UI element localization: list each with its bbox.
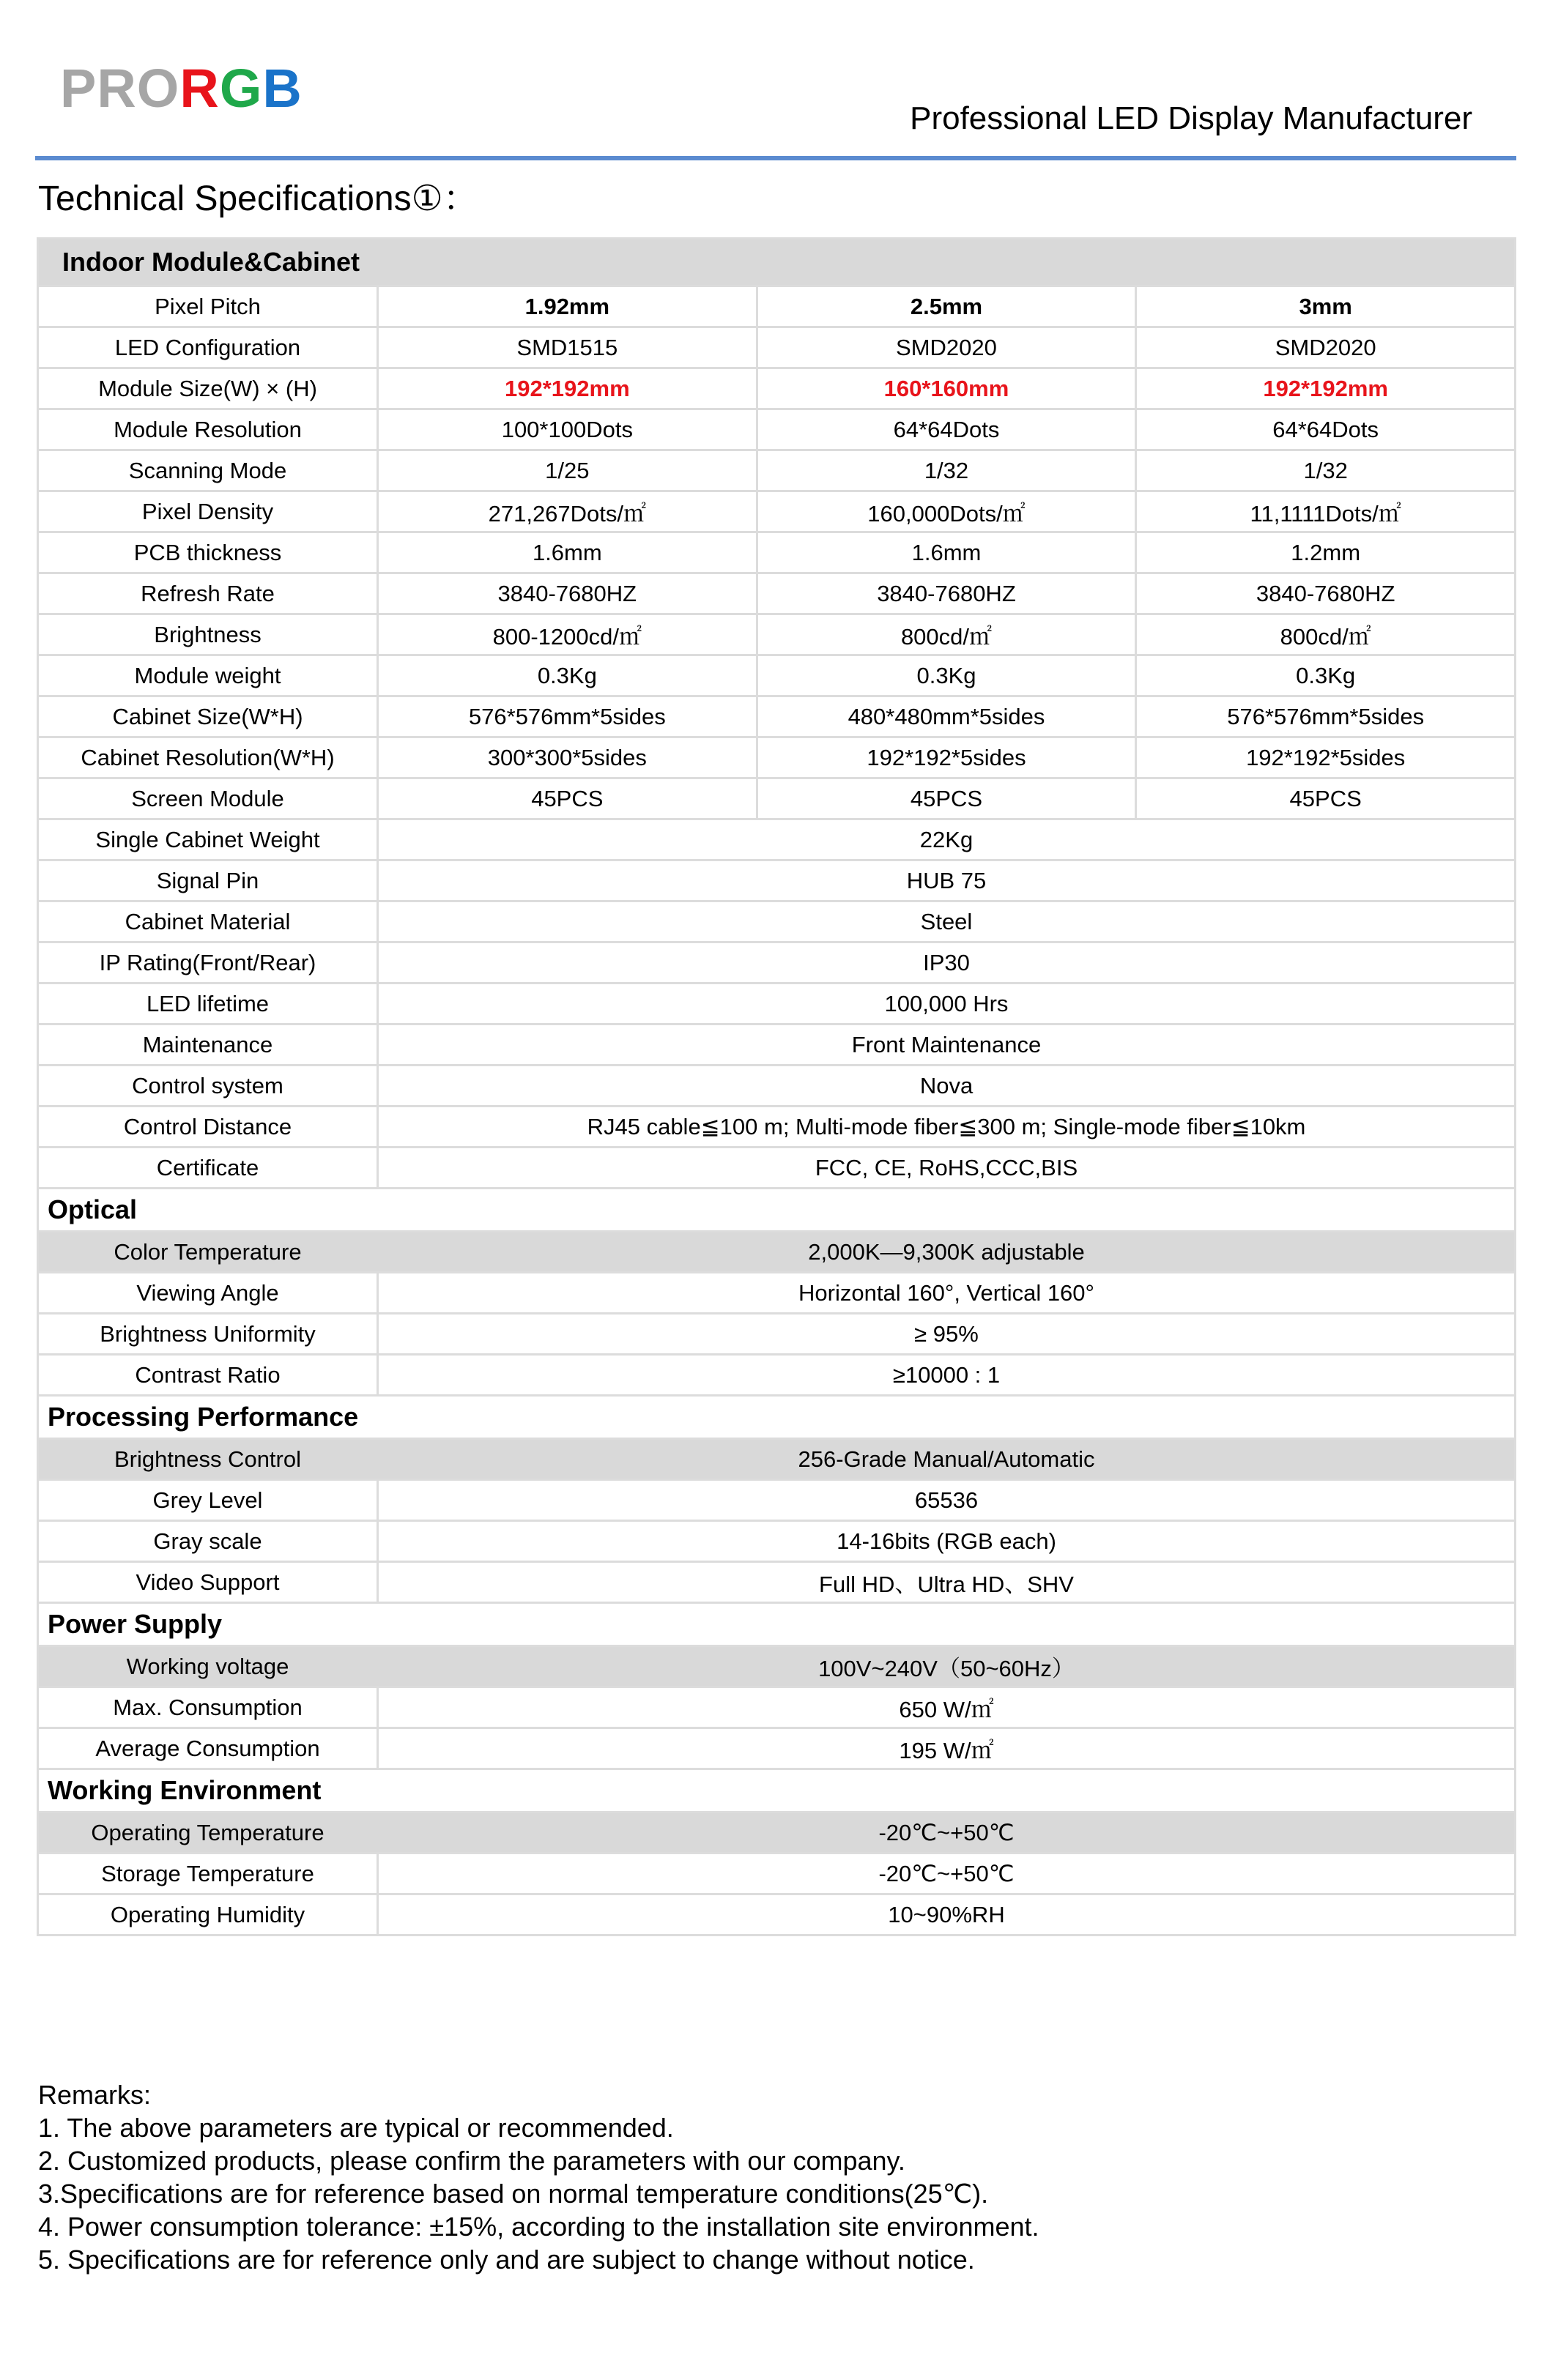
spec-label: IP Rating(Front/Rear)	[38, 942, 378, 983]
spec-row	[38, 1521, 1516, 1562]
spec-value: 192*192*5sides	[1136, 737, 1516, 778]
spec-row	[38, 778, 1516, 819]
spec-value: 14-16bits (RGB each)	[378, 1521, 1516, 1562]
section-title: Power Supply	[38, 1603, 1516, 1646]
spec-value: 576*576mm*5sides	[378, 696, 757, 737]
spec-value: Nova	[378, 1066, 1516, 1107]
spec-value: 100*100Dots	[378, 409, 757, 450]
remark-item: 5. Specifications are for reference only and are subject to change without notice.	[38, 2245, 975, 2275]
spec-row	[38, 1853, 1516, 1894]
spec-row	[38, 614, 1516, 655]
spec-row	[38, 286, 1516, 327]
section-header-power	[38, 1603, 1516, 1646]
spec-label: PCB thickness	[38, 532, 378, 573]
spec-value: 192*192mm	[378, 368, 757, 409]
spec-row	[38, 696, 1516, 737]
prorgb-logo	[60, 58, 303, 119]
spec-label: Brightness Uniformity	[38, 1314, 378, 1355]
spec-value: 192*192*5sides	[757, 737, 1136, 778]
spec-value: 1.6mm	[757, 532, 1136, 573]
spec-row	[38, 1439, 1516, 1480]
spec-value: IP30	[378, 942, 1516, 983]
spec-label: Scanning Mode	[38, 450, 378, 491]
section-title: Working Environment	[38, 1769, 1516, 1812]
header-divider	[35, 156, 1516, 160]
spec-row	[38, 450, 1516, 491]
page-title: Technical Specifications①：	[38, 179, 478, 218]
spec-label: Max. Consumption	[38, 1687, 378, 1728]
spec-value: 65536	[378, 1480, 1516, 1521]
spec-row	[38, 1812, 1516, 1853]
spec-value: 45PCS	[757, 778, 1136, 819]
spec-value: 3mm	[1136, 286, 1516, 327]
spec-row	[38, 1480, 1516, 1521]
spec-row	[38, 860, 1516, 901]
spec-value: 800-1200cd/㎡	[378, 614, 757, 655]
spec-label: Brightness	[38, 614, 378, 655]
spec-value: SMD1515	[378, 327, 757, 368]
spec-label: Cabinet Size(W*H)	[38, 696, 378, 737]
spec-label: LED Configuration	[38, 327, 378, 368]
remarks-heading: Remarks:	[38, 2080, 152, 2110]
section-header-processing	[38, 1396, 1516, 1439]
remark-item: 4. Power consumption tolerance: ±15%, according to the installation site environment.	[38, 2212, 1039, 2242]
spec-label: Signal Pin	[38, 860, 378, 901]
section-header-optical	[38, 1189, 1516, 1232]
spec-label: Grey Level	[38, 1480, 378, 1521]
remark-item: 3.Specifications are for reference based on normal temperature conditions(25℃).	[38, 2179, 989, 2209]
spec-value: 22Kg	[378, 819, 1516, 860]
remark-item: 2. Customized products, please confirm the parameters with our company.	[38, 2146, 905, 2176]
spec-value: 64*64Dots	[1136, 409, 1516, 450]
spec-value: 800cd/㎡	[757, 614, 1136, 655]
spec-label: Contrast Ratio	[38, 1355, 378, 1396]
spec-value: 1.6mm	[378, 532, 757, 573]
spec-value: 0.3Kg	[1136, 655, 1516, 696]
spec-value: HUB 75	[378, 860, 1516, 901]
spec-label: Cabinet Resolution(W*H)	[38, 737, 378, 778]
header-tagline: Professional LED Display Manufacturer	[910, 100, 1472, 136]
spec-label: Module weight	[38, 655, 378, 696]
spec-row	[38, 1024, 1516, 1066]
spec-value: 1/32	[757, 450, 1136, 491]
spec-label: Pixel Pitch	[38, 286, 378, 327]
spec-value: -20℃~+50℃	[378, 1812, 1516, 1853]
spec-value: 271,267Dots/㎡	[378, 491, 757, 532]
spec-value: Full HD、Ultra HD、SHV	[378, 1562, 1516, 1603]
spec-value: 2.5mm	[757, 286, 1136, 327]
spec-row	[38, 1066, 1516, 1107]
spec-value: 800cd/㎡	[1136, 614, 1516, 655]
spec-label: Module Size(W) × (H)	[38, 368, 378, 409]
spec-value: Steel	[378, 901, 1516, 942]
spec-row	[38, 1314, 1516, 1355]
spec-label: Module Resolution	[38, 409, 378, 450]
logo-b: B	[262, 58, 303, 119]
spec-row	[38, 1355, 1516, 1396]
spec-row	[38, 737, 1516, 778]
spec-value: 195 W/㎡	[378, 1728, 1516, 1769]
spec-row	[38, 1728, 1516, 1769]
section-title: Processing Performance	[38, 1396, 1516, 1439]
spec-label: Brightness Control	[38, 1439, 378, 1480]
spec-row	[38, 409, 1516, 450]
spec-row	[38, 491, 1516, 532]
section-header-indoor	[38, 239, 1516, 286]
spec-value: FCC, CE, RoHS,CCC,BIS	[378, 1148, 1516, 1189]
spec-value: 480*480mm*5sides	[757, 696, 1136, 737]
spec-value: 1.2mm	[1136, 532, 1516, 573]
spec-row	[38, 368, 1516, 409]
spec-value: 10~90%RH	[378, 1894, 1516, 1935]
spec-value: 100V~240V（50~60Hz）	[378, 1646, 1516, 1687]
spec-label: Storage Temperature	[38, 1853, 378, 1894]
spec-label: Control system	[38, 1066, 378, 1107]
spec-value: 0.3Kg	[757, 655, 1136, 696]
spec-value: 11,1111Dots/㎡	[1136, 491, 1516, 532]
remark-item: 1. The above parameters are typical or recommended.	[38, 2113, 674, 2143]
spec-value: 2,000K—9,300K adjustable	[378, 1232, 1516, 1273]
spec-label: Working voltage	[38, 1646, 378, 1687]
spec-value: 160,000Dots/㎡	[757, 491, 1136, 532]
spec-value: ≥10000 : 1	[378, 1355, 1516, 1396]
spec-value: 1/32	[1136, 450, 1516, 491]
spec-value: 300*300*5sides	[378, 737, 757, 778]
spec-value: -20℃~+50℃	[378, 1853, 1516, 1894]
spec-value: 45PCS	[1136, 778, 1516, 819]
remarks	[38, 2078, 1039, 2276]
section-title: Optical	[38, 1189, 1516, 1232]
spec-value: 3840-7680HZ	[757, 573, 1136, 614]
spec-label: Operating Temperature	[38, 1812, 378, 1853]
spec-label: Average Consumption	[38, 1728, 378, 1769]
spec-value: SMD2020	[757, 327, 1136, 368]
spec-row	[38, 573, 1516, 614]
spec-label: Certificate	[38, 1148, 378, 1189]
spec-row	[38, 1894, 1516, 1935]
spec-value: SMD2020	[1136, 327, 1516, 368]
spec-value: 64*64Dots	[757, 409, 1136, 450]
spec-row	[38, 1148, 1516, 1189]
logo-g: G	[219, 58, 263, 119]
section-header-environment	[38, 1769, 1516, 1812]
spec-row	[38, 901, 1516, 942]
spec-value: 0.3Kg	[378, 655, 757, 696]
spec-label: Pixel Density	[38, 491, 378, 532]
spec-value: 192*192mm	[1136, 368, 1516, 409]
logo-r: R	[179, 58, 220, 119]
spec-value: Front Maintenance	[378, 1024, 1516, 1066]
spec-row	[38, 1107, 1516, 1148]
spec-value: 256-Grade Manual/Automatic	[378, 1439, 1516, 1480]
spec-label: Screen Module	[38, 778, 378, 819]
spec-row	[38, 655, 1516, 696]
spec-label: Operating Humidity	[38, 1894, 378, 1935]
spec-value: 160*160mm	[757, 368, 1136, 409]
spec-value: 45PCS	[378, 778, 757, 819]
spec-label: Control Distance	[38, 1107, 378, 1148]
section-title: Indoor Module&Cabinet	[38, 239, 1516, 286]
spec-value: 100,000 Hrs	[378, 983, 1516, 1024]
spec-label: LED lifetime	[38, 983, 378, 1024]
spec-row	[38, 1273, 1516, 1314]
spec-row	[38, 1232, 1516, 1273]
spec-row	[38, 1562, 1516, 1603]
spec-value: 3840-7680HZ	[1136, 573, 1516, 614]
spec-row	[38, 1646, 1516, 1687]
spec-row	[38, 327, 1516, 368]
spec-label: Color Temperature	[38, 1232, 378, 1273]
spec-label: Single Cabinet Weight	[38, 819, 378, 860]
spec-value: 650 W/㎡	[378, 1687, 1516, 1728]
spec-table	[37, 237, 1516, 1936]
spec-label: Cabinet Material	[38, 901, 378, 942]
spec-value: RJ45 cable≦100 m; Multi-mode fiber≦300 m; Single-mode fiber≦10km	[378, 1107, 1516, 1148]
spec-row	[38, 1687, 1516, 1728]
spec-label: Maintenance	[38, 1024, 378, 1066]
spec-value: 576*576mm*5sides	[1136, 696, 1516, 737]
spec-label: Viewing Angle	[38, 1273, 378, 1314]
spec-row	[38, 983, 1516, 1024]
logo-pro: PRO	[60, 58, 180, 119]
spec-label: Refresh Rate	[38, 573, 378, 614]
spec-row	[38, 532, 1516, 573]
spec-row	[38, 819, 1516, 860]
spec-value: 1.92mm	[378, 286, 757, 327]
spec-value: ≥ 95%	[378, 1314, 1516, 1355]
spec-value: 3840-7680HZ	[378, 573, 757, 614]
spec-row	[38, 942, 1516, 983]
spec-label: Gray scale	[38, 1521, 378, 1562]
spec-label: Video Support	[38, 1562, 378, 1603]
spec-value: Horizontal 160°, Vertical 160°	[378, 1273, 1516, 1314]
spec-value: 1/25	[378, 450, 757, 491]
